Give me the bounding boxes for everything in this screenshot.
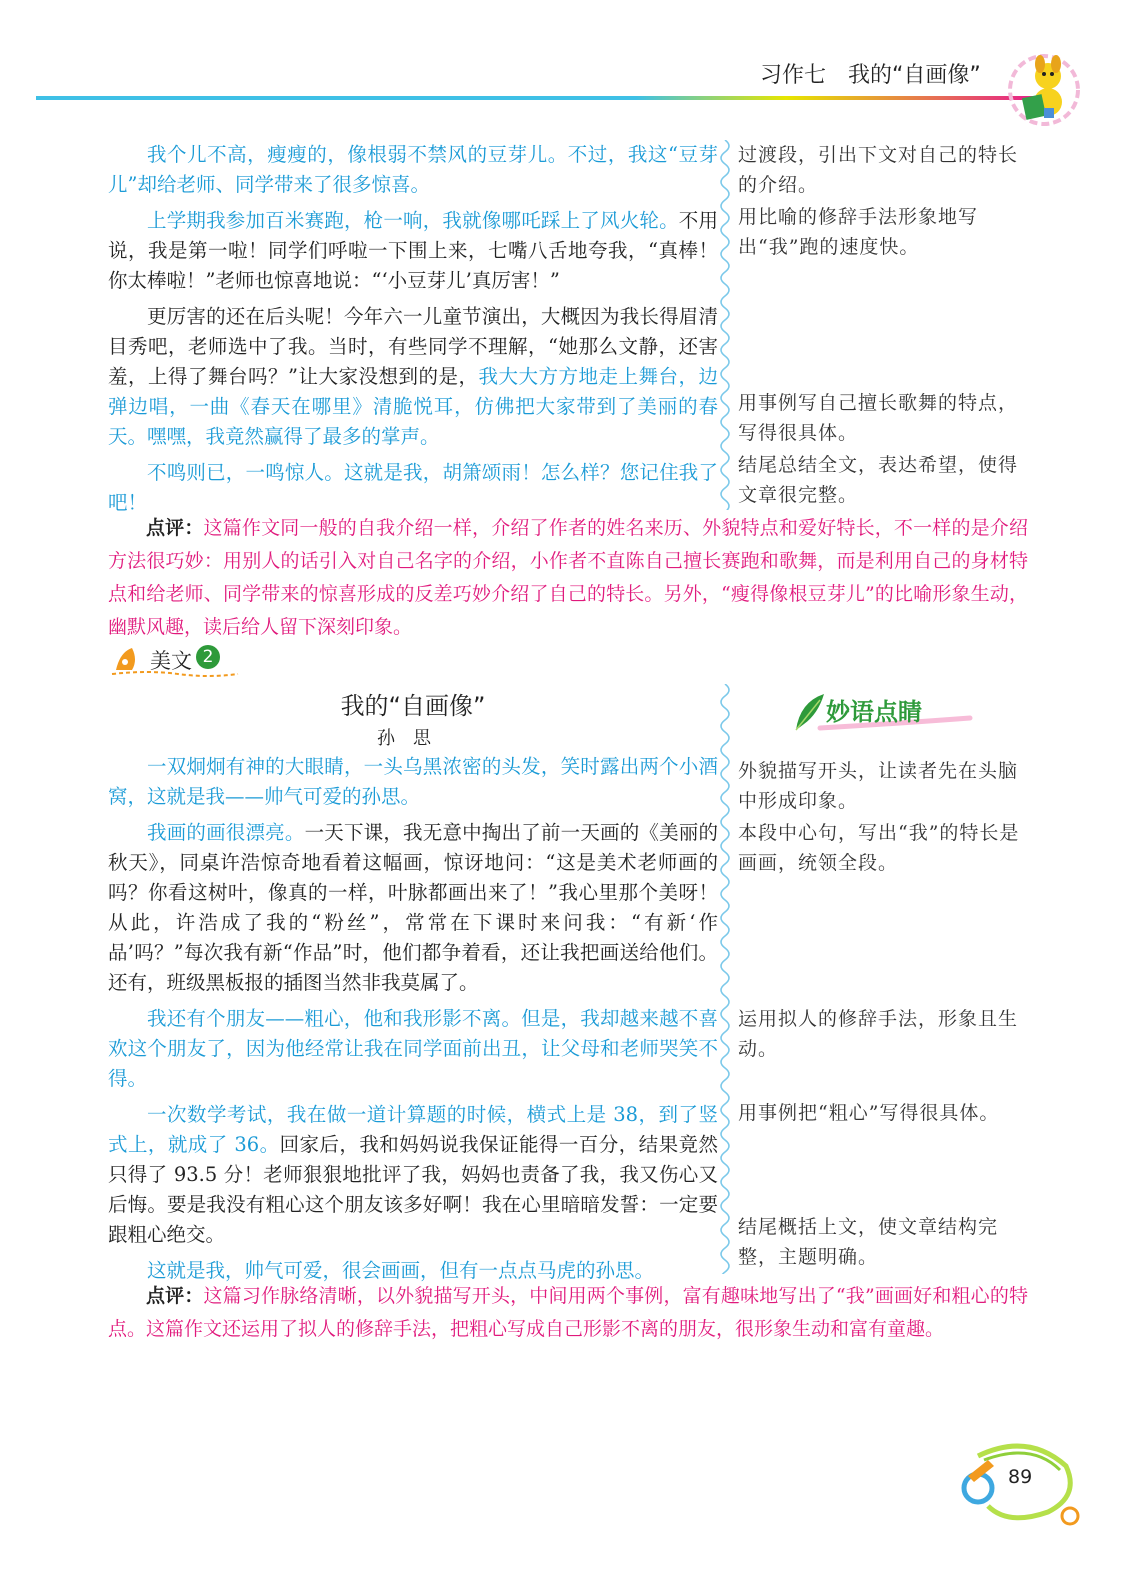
side-note: 结尾概括上文，使文章结构完整，主题明确。 <box>738 1216 999 1268</box>
review-label: 点评： <box>146 517 204 539</box>
paragraph <box>108 752 718 812</box>
section-number-badge: 2 <box>196 645 220 669</box>
paragraph <box>108 206 718 296</box>
essay-author: 孙思 <box>377 728 449 749</box>
highlighted-text: 我个儿不高，瘦瘦的，像根弱不禁风的豆芽儿。不过，我这“豆芽儿”却给老师、同学带来了很多惊喜。 <box>108 143 718 196</box>
side-note: 运用拟人的修辞手法，形象且生动。 <box>738 1008 1019 1060</box>
side-note: 用事例把“粗心”写得很具体。 <box>738 1102 1000 1124</box>
side-heading: 妙语点睛 <box>826 698 922 726</box>
body-text: 回家后，我和妈妈说我保证能得一百分，结果竟然只得了 93.5 分！老师狠狠地批评了我，妈妈也责备了我，我又伤心又后悔。要是我没有粗心这个朋友该多好啊！我在心里暗暗发誓：一定要跟粗心绝交。 <box>108 1133 718 1246</box>
highlighted-text: 我大大方方地走上舞台，边弹边唱，一曲《春天在哪里》清脆悦耳，仿佛把大家带到了美丽的春天。嘿嘿，我竟然赢得了最多的掌声。 <box>108 365 718 448</box>
wavy-divider <box>714 140 736 510</box>
paragraph <box>108 302 718 452</box>
highlighted-text: 一次数学考试，我在做一道计算题的时候，横式上是 38，到了竖式上，就成了 36。 <box>108 1103 718 1156</box>
side-note: 外貌描写开头，让读者先在头脑中形成印象。 <box>738 760 1019 812</box>
header-rule <box>36 96 1036 100</box>
side-note: 过渡段，引出下文对自己的特长的介绍。 <box>738 144 1019 196</box>
paragraph <box>108 458 718 518</box>
review-label: 点评： <box>146 1285 204 1307</box>
essay1-body <box>108 140 718 518</box>
essay-title: 我的“自画像” <box>340 692 486 720</box>
review-comment <box>108 512 1028 644</box>
essay2-body <box>108 752 718 1286</box>
body-text: 不用说，我是第一啦！同学们呼啦一下围上来，七嘴八舌地夸我，“真棒！你太棒啦！”老师也惊喜地说：“‘小豆芽儿’真厉害！” <box>108 209 718 292</box>
side-note: 本段中心句，写出“我”的特长是画画，统领全段。 <box>738 822 1020 874</box>
highlighted-text: 上学期我参加百米赛跑，枪一响，我就像哪吒踩上了风火轮。 <box>147 209 679 232</box>
chapter-title: 习作七 我的“自画像” <box>760 63 981 88</box>
section-label: 美文 <box>150 649 192 673</box>
paragraph <box>108 140 718 200</box>
highlighted-text: 我画的画很漂亮。 <box>147 821 305 844</box>
highlighted-text: 我还有个朋友——粗心，他和我形影不离。但是，我却越来越不喜欢这个朋友了，因为他经常让我在同学面前出丑，让父母和老师哭笑不得。 <box>108 1007 718 1090</box>
paragraph <box>108 1100 718 1250</box>
side-note: 用比喻的修辞手法形象地写出“我”跑的速度快。 <box>738 206 979 258</box>
wavy-divider <box>714 684 736 1274</box>
paragraph <box>108 818 718 998</box>
page-number: 89 <box>1008 1466 1033 1488</box>
side-note: 用事例写自己擅长歌舞的特点，写得很具体。 <box>738 392 1019 444</box>
review-text: 这篇习作脉络清晰，以外貌描写开头，中间用两个事例，富有趣味地写出了“我”画画好和粗心的特点。这篇作文还运用了拟人的修辞手法，把粗心写成自己形影不离的朋友，很形象生动和富有童趣。 <box>108 1285 1028 1340</box>
review-text: 这篇作文同一般的自我介绍一样，介绍了作者的姓名来历、外貌特点和爱好特长，不一样的是介绍方法很巧妙：用别人的话引入对自己名字的介绍，小作者不直陈自己擅长赛跑和歌舞，而是利用自己的身材特点和给老师、同学带来的惊喜形成的反差巧妙介绍了自己的特长。另外，“瘦得像根豆芽儿”的比喻形象生动，幽默风趣，读后给人留下深刻印象。 <box>108 517 1028 638</box>
highlighted-text: 不鸣则已，一鸣惊人。这就是我，胡箫颂雨！怎么样？您记住我了吧！ <box>108 461 718 514</box>
review-comment <box>108 1280 1028 1346</box>
highlighted-text: 一双炯炯有神的大眼睛，一头乌黑浓密的头发，笑时露出两个小酒窝，这就是我——帅气可爱的孙思。 <box>108 755 718 808</box>
mascot-reading-icon <box>1000 52 1084 126</box>
body-text: 一天下课，我无意中掏出了前一天画的《美丽的秋天》，同桌许浩惊奇地看着这幅画，惊讶地问：“这是美术老师画的吗？你看这树叶，像真的一样，叶脉都画出来了！”我心里那个美呀！从此，许浩成了我的“粉丝”，常常在下课时来问我：“有新‘作品’吗？”每次我有新“作品”时，他们都争着看，还让我把画送给他们。还有，班级黑板报的插图当然非我莫属了。 <box>108 821 718 994</box>
highlighted-text: 这就是我，帅气可爱，很会画画，但有一点点马虎的孙思。 <box>147 1259 655 1282</box>
body-text: 更厉害的还在后头呢！今年六一儿童节演出，大概因为我长得眉清目秀吧，老师选中了我。当时，有些同学不理解，“她那么文静，还害羞，上得了舞台吗？”让大家没想到的是， <box>108 305 718 388</box>
side-note: 结尾总结全文，表达希望，使得文章很完整。 <box>738 454 1019 506</box>
paragraph <box>108 1004 718 1094</box>
